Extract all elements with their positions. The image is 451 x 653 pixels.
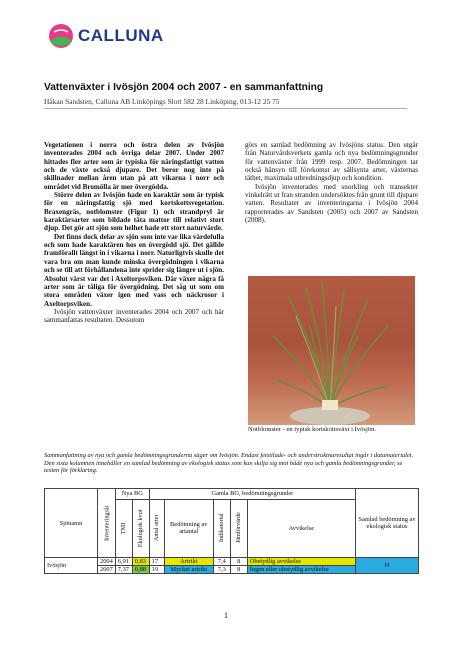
cell-eqr: 0,88 [132,566,149,574]
cell-assess: Mycket artrikt [164,566,213,574]
header-total: Samlad bedömning av ekologisk status [356,489,419,558]
table-summary: Sammanfattning av nya och gamla bedömningsgrunderna säger om Ivösjön. Endast fetstilade- och understruktnaresultat ingår i datamaterialet. Den sista kolumnen innehåller en samlad bedömning av ekologisk status som kan skilja sig mot både nya och gamla bedömningsgrunder, se texten för förklaring. [44,452,414,475]
cell-deviation: Obetydlig avvikelse [247,558,355,566]
plant-photo [248,276,415,425]
assessment-table [44,488,419,574]
cell-deviation: Ingen eller obetydlig avvikelse [247,566,355,574]
cell-count: 19 [149,566,164,574]
cell-assess: Artrikt [164,558,213,566]
header-tmi: TMI [115,499,132,557]
table-row [45,558,419,566]
cell-tmi: 7,37 [115,566,132,574]
cell-comparison: 8 [230,566,247,574]
cell-tmi: 6,91 [115,558,132,566]
calluna-logo-icon [48,23,74,49]
page-number: 1 [224,611,228,620]
cell-comparison: 8 [230,558,247,566]
cell-year: 2007 [98,566,116,574]
notblomster-illustration [248,276,415,425]
paragraph-1: Vegetationen i norra och östra delen av Ivösjön inventerades 2004 och övriga delar 2007. Under 2007 hittades fler arter som är typiska för näringsfattigt vatten och de växte också djupare. Det beror nog inte på skillnader mellan åren utan på att vikarna i norr och området vid Bromölla är mer övergödda. [44,141,224,191]
header-count: Antal arter [149,499,164,557]
paragraph-3: Det finns dock delar av sjön som inte var lika värdefulla och som hade karaktären hos en övergödd sjö. Det gällde framförallt längst in i vikarna i norr. Naturligtvis skulle det vara bra om man kunde minska övergödningen i vikarna och se till att förhållandena inte sprider sig längre ut i sjön. Absolut värst var det i Axeltorpsviken. Där växer några få arter som är tåliga för övergödning. Det såg ut som om stora områden växer igen med vass och näckrosor i Axeltorpsviken. [44,232,224,308]
cell-lake: Ivösjön [45,558,98,574]
header-indicator: Indikatortal [213,499,230,557]
table-group-header-row [45,489,419,500]
title-divider [44,108,407,109]
paragraph-6: Ivösjön inventerades med snorkling och transekter vinkelrätt ut fran stranden undersöktes från grunt till djupare vatten. Resultatet av inventeringarna i Ivösjön 2004 rapporterades av Sandsten (2005) och 2007 av Sandsten (2008). [245,182,418,225]
logo-text: CALLUNA [78,26,164,45]
page-title: Vattenväxter i Ivösjön 2004 och 2007 - en sammanfattning [44,82,324,93]
photo-caption: Notblomster - en typisk kortskottsväxt i Ivösjön. [248,426,377,433]
right-column [245,141,418,224]
paragraph-5: görs en samlad bedömning av Ivösjöns status. Den utgår från Naturvårdsverkets gamla och nya bedömningsgrunder för vattenväxter från 1999 resp. 2007. Bedömningen tar också hänsyn till förekomst av sällsynta arter, växternas täthet, maximala utbredningsdjup och kondition. [245,141,418,183]
header-group-old: Gamla BG, bedömningsgrunder [149,489,355,500]
header-group-new: Nya BG [115,489,149,500]
cell-indicator: 7,3 [213,566,230,574]
header-lake: Sjönamn [45,489,98,558]
author-line: Håkan Sandsten, Calluna AB Linköpings Slott 582 28 Linköping, 013-12 25 75 [44,97,280,106]
cell-indicator: 7,4 [213,558,230,566]
header-comparison: Jämförvärde [230,499,247,557]
left-column [44,141,224,325]
header-eqr: Ekologisk kvot [132,499,149,557]
header-assess: Bedömning av artantal [164,499,213,557]
calluna-logo [48,22,164,50]
cell-total: H [356,558,419,574]
header-deviation: Avvikelse [247,499,355,557]
cell-year: 2004 [98,558,116,566]
cell-count: 17 [149,558,164,566]
paragraph-2: Större delen av Ivösjön hade en karaktär som är typisk för en näringsfattig sjö med kortskottsvegetation. Braxengräs, notblomster (Figur 1) och strandpryl är karaktärsarter som bildade täta mattor till relativt stort djup. Det gör att sjön som helhet hade ett stort naturvärde. [44,191,224,233]
paragraph-4: Ivösjön vattenväxter inventerades 2004 och 2007 och här sammanfattas resultaten. Dessutom [44,307,224,325]
cell-eqr: 0,83 [132,558,149,566]
header-year: Inventeringsår [98,489,116,558]
